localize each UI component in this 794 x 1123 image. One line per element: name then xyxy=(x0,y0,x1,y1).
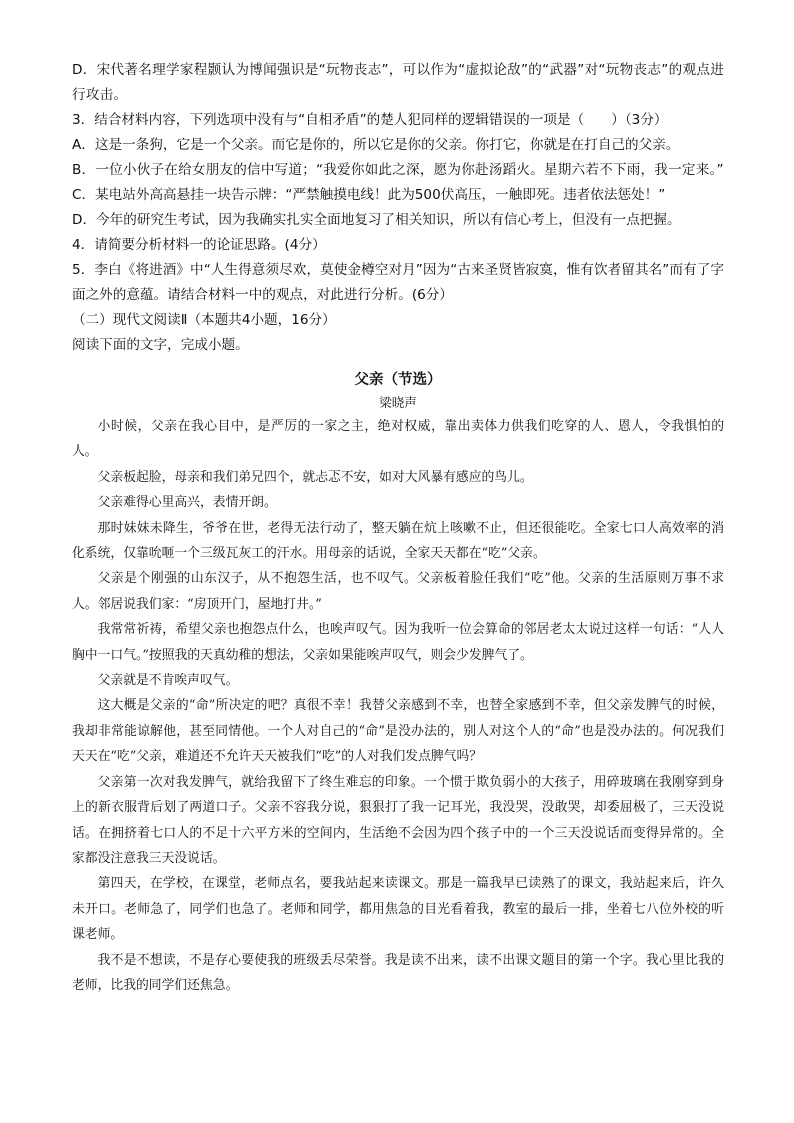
article-author: 梁晓声 xyxy=(379,395,417,410)
section-heading: （二）现代文阅读Ⅱ（本题共4小题，16分） xyxy=(72,312,336,328)
article-title: 父亲（节选） xyxy=(354,371,442,388)
question-3-option-b: B．一位小伙子在给女朋友的信中写道；“我爱你如此之深，愿为你赴汤蹈火。星期六若不下雨，我一定来。” xyxy=(72,162,724,178)
article-paragraph: 父亲就是不肯唉声叹气。 xyxy=(97,673,239,689)
article-paragraph: 小时候，父亲在我心目中，是严厉的一家之主，绝对权威，靠出卖体力供我们吃穿的人、恩人，令我惧怕的人。 xyxy=(72,419,724,460)
article-paragraph: 父亲第一次对我发脾气，就给我留下了终生难忘的印象。一个惯于欺负弱小的大孩子，用碎玻璃在我刚穿到身上的新衣服背后划了两道口子。父亲不容我分说，狠狠打了我一记耳光，我没哭，没敢哭，却委屈极了，三天没说话。在拥挤着七口人的不足十六平方米的空间内，生活绝不会因为四个孩子中的一个三天没说话而变得异常的。全家都没注意我三天没说话。 xyxy=(72,774,724,866)
question-3-option-d: D．今年的研究生考试，因为我确实扎实全面地复习了相关知识，所以有信心考上，但没有一点把握。 xyxy=(72,212,681,228)
article xyxy=(72,368,724,998)
question-3-stem: 3．结合材料内容，下列选项中没有与“自相矛盾”的楚人犯同样的逻辑错误的一项是（ ）（3分） xyxy=(72,112,668,128)
article-paragraph: 我不是不想读，不是存心要使我的班级丢尽荣誉。我是读不出来，读不出课文题目的第一个字。我心里比我的老师，比我的同学们还焦急。 xyxy=(72,952,724,993)
reading-instruction: 阅读下面的文字，完成小题。 xyxy=(72,337,249,353)
article-paragraph: 父亲难得心里高兴，表情开朗。 xyxy=(97,495,277,511)
question-5: 5．李白《将进酒》中“人生得意须尽欢，莫使金樽空对月”因为“古来圣贤皆寂寞，惟有饮者留其名”而有了字面之外的意蕴。请结合材料一中的观点，对此进行分析。(6分） xyxy=(72,262,724,303)
article-paragraph: 父亲是个刚强的山东汉子，从不抱怨生活，也不叹气。父亲板着脸任我们“吃”他。父亲的生活原则万事不求人。邻居说我们家：“房顶开门，屋地打井。” xyxy=(72,571,724,612)
article-paragraph: 父亲板起脸，母亲和我们弟兄四个，就忐忑不安，如对大风暴有感应的鸟儿。 xyxy=(97,469,533,485)
question-4: 4．请简要分析材料一的论证思路。(4分） xyxy=(72,237,326,253)
article-paragraph: 我常常祈祷，希望父亲也抱怨点什么，也唉声叹气。因为我听一位会算命的邻居老太太说过这样一句话：“人人胸中一口气。”按照我的天真幼稚的想法，父亲如果能唉声叹气，则会少发脾气了。 xyxy=(72,622,724,663)
question-3-option-c: C．某电站外高高悬挂一块告示牌：“严禁触摸电线！此为500伏高压，一触即死。违者依法惩处！” xyxy=(72,187,666,203)
question-3-option-a: A．这是一条狗，它是一个父亲。而它是你的，所以它是你的父亲。你打它，你就是在打自己的父亲。 xyxy=(72,137,680,153)
question-2-option-d: D．宋代著名理学家程颢认为博闻强识是“玩物丧志”，可以作为“虚拟论敌”的“武器”对“玩物丧志”的观点进行攻击。 xyxy=(72,62,724,103)
article-paragraph: 这大概是父亲的“命”所决定的吧？真很不幸！我替父亲感到不幸，也替全家感到不幸，但父亲发脾气的时候，我却非常能谅解他，甚至同情他。一个人对自己的“命”是没办法的，别人对这个人的“命”也是没办法的。何况我们天天在“吃”父亲，难道还不允许天天被我们“吃”的人对我们发点脾气吗？ xyxy=(72,698,724,765)
article-paragraph: 第四天，在学校，在课堂，老师点名，要我站起来读课文。那是一篇我早已读熟了的课文，我站起来后，许久未开口。老师急了，同学们也急了。老师和同学，都用焦急的目光看着我，教室的最后一排，坐着七八位外校的听课老师。 xyxy=(72,876,724,943)
exam-page xyxy=(72,58,724,998)
article-paragraph: 那时妹妹未降生，爷爷在世，老得无法行动了，整天躺在炕上咳嗽不止，但还很能吃。全家七口人高效率的消化系统，仅靠吮咂一个三级瓦灰工的汗水。用母亲的话说，全家天天都在“吃”父亲。 xyxy=(72,520,724,562)
